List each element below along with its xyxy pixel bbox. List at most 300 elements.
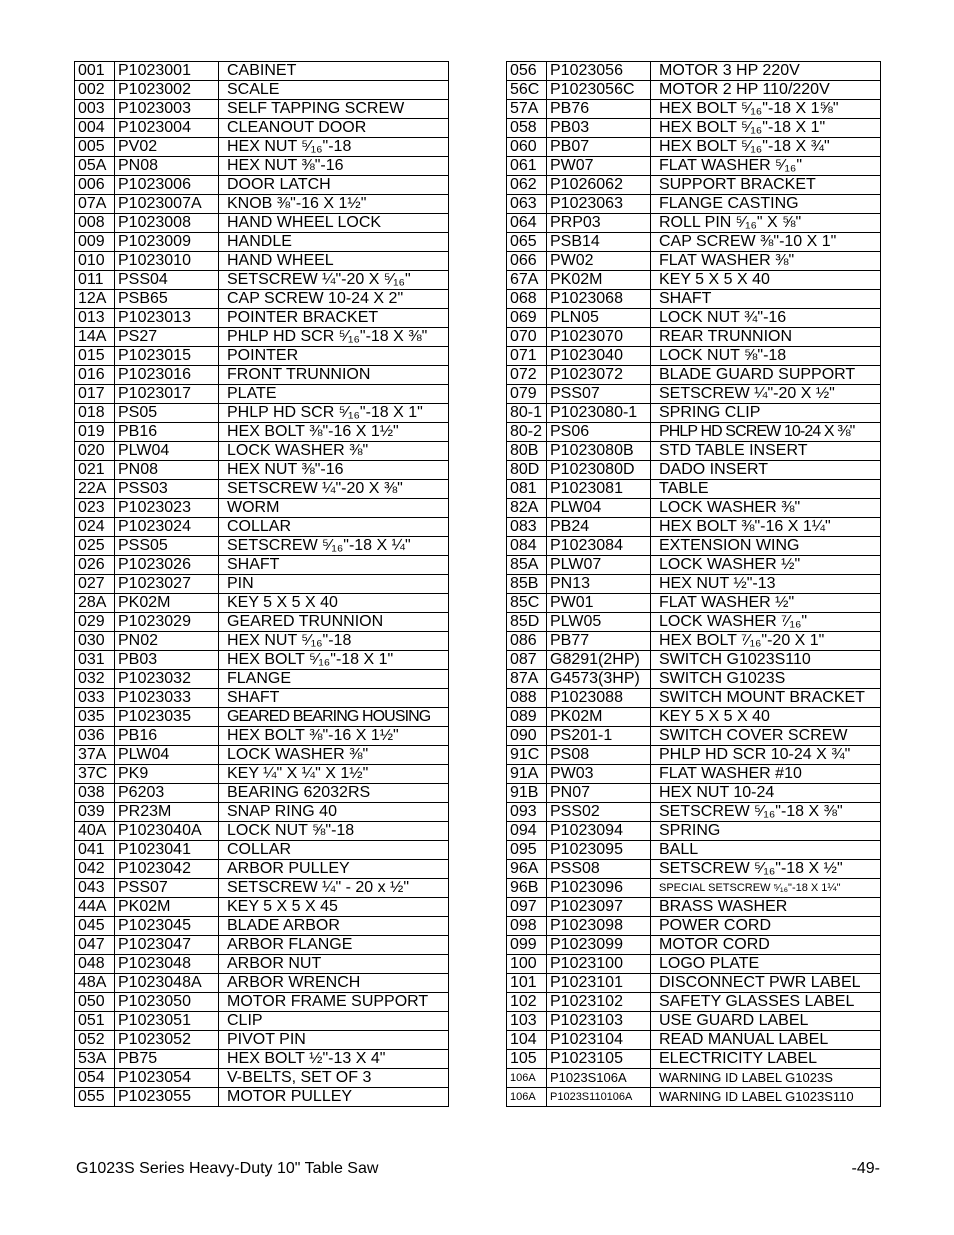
ref-number: 85C xyxy=(507,594,547,613)
ref-number: 069 xyxy=(507,309,547,328)
ref-number: 87A xyxy=(507,670,547,689)
ref-number: 80-2 xyxy=(507,423,547,442)
description: SPECIAL SETSCREW ⁵⁄₁₆"-18 X 1¼" xyxy=(651,879,881,898)
part-number: PB16 xyxy=(115,423,219,442)
part-number: PLW04 xyxy=(115,746,219,765)
table-row xyxy=(75,1069,449,1088)
part-number: P1023072 xyxy=(547,366,651,385)
part-number: P1023002 xyxy=(115,81,219,100)
part-number: P1023101 xyxy=(547,974,651,993)
table-row xyxy=(507,442,881,461)
part-number: PW01 xyxy=(547,594,651,613)
part-number: P1023099 xyxy=(547,936,651,955)
part-number: P1023047 xyxy=(115,936,219,955)
table-row xyxy=(75,385,449,404)
ref-number: 045 xyxy=(75,917,115,936)
table-row xyxy=(507,214,881,233)
description: KEY 5 X 5 X 40 xyxy=(219,594,449,613)
table-row xyxy=(507,708,881,727)
ref-number: 12A xyxy=(75,290,115,309)
ref-number: 055 xyxy=(75,1088,115,1107)
description: HEX BOLT ⁵⁄₁₆"-18 X 1" xyxy=(651,119,881,138)
part-number: PN07 xyxy=(547,784,651,803)
table-row xyxy=(75,157,449,176)
part-number: P1023024 xyxy=(115,518,219,537)
part-number: P1023001 xyxy=(115,62,219,81)
description: HEX BOLT ½"-13 X 4" xyxy=(219,1050,449,1069)
table-row xyxy=(75,955,449,974)
ref-number: 054 xyxy=(75,1069,115,1088)
description: MOTOR 2 HP 110/220V xyxy=(651,81,881,100)
table-row xyxy=(75,765,449,784)
table-row xyxy=(75,537,449,556)
table-row xyxy=(507,138,881,157)
description: HEX NUT ⅜"-16 xyxy=(219,461,449,480)
table-row xyxy=(507,157,881,176)
description: SETSCREW ⁵⁄₁₆"-18 X ⅜" xyxy=(651,803,881,822)
description: ROLL PIN ⁵⁄₁₆" X ⅝" xyxy=(651,214,881,233)
description: HEX BOLT ⁷⁄₁₆"-20 X 1" xyxy=(651,632,881,651)
description: FLANGE xyxy=(219,670,449,689)
table-row xyxy=(507,385,881,404)
table-row xyxy=(75,727,449,746)
part-number: P1023004 xyxy=(115,119,219,138)
description: SAFETY GLASSES LABEL xyxy=(651,993,881,1012)
table-row xyxy=(75,423,449,442)
description: PIN xyxy=(219,575,449,594)
ref-number: 82A xyxy=(507,499,547,518)
ref-number: 80D xyxy=(507,461,547,480)
description: HEX NUT ⁵⁄₁₆"-18 xyxy=(219,632,449,651)
part-number: PK9 xyxy=(115,765,219,784)
ref-number: 098 xyxy=(507,917,547,936)
table-row xyxy=(507,271,881,290)
description: HEX BOLT ⁵⁄₁₆"-18 X 1" xyxy=(219,651,449,670)
description: KEY ¼" X ¼" X 1½" xyxy=(219,765,449,784)
description: ARBOR FLANGE xyxy=(219,936,449,955)
part-number: PS201-1 xyxy=(547,727,651,746)
table-row xyxy=(507,765,881,784)
table-row xyxy=(75,499,449,518)
description: REAR TRUNNION xyxy=(651,328,881,347)
table-row xyxy=(507,309,881,328)
table-row xyxy=(75,822,449,841)
table-row xyxy=(75,404,449,423)
description: GEARED BEARING HOUSING xyxy=(219,708,449,727)
description: SWITCH G1023S xyxy=(651,670,881,689)
part-number: PSS07 xyxy=(115,879,219,898)
table-row xyxy=(507,100,881,119)
ref-number: 011 xyxy=(75,271,115,290)
description: SPRING CLIP xyxy=(651,404,881,423)
ref-number: 097 xyxy=(507,898,547,917)
part-number: PSS04 xyxy=(115,271,219,290)
table-row xyxy=(507,404,881,423)
table-row xyxy=(75,480,449,499)
part-number: P1023081 xyxy=(547,480,651,499)
part-number: PLN05 xyxy=(547,309,651,328)
part-number: P1023007A xyxy=(115,195,219,214)
part-number: PN08 xyxy=(115,157,219,176)
table-row xyxy=(507,784,881,803)
table-row xyxy=(75,974,449,993)
description: SETSCREW ⁵⁄₁₆"-18 X ¼" xyxy=(219,537,449,556)
ref-number: 57A xyxy=(507,100,547,119)
part-number: P1023010 xyxy=(115,252,219,271)
part-number: P1023026 xyxy=(115,556,219,575)
part-number: PSS05 xyxy=(115,537,219,556)
ref-number: 105 xyxy=(507,1050,547,1069)
table-row xyxy=(507,651,881,670)
table-row xyxy=(507,1069,881,1088)
table-row xyxy=(507,936,881,955)
ref-number: 087 xyxy=(507,651,547,670)
description: SNAP RING 40 xyxy=(219,803,449,822)
ref-number: 063 xyxy=(507,195,547,214)
ref-number: 003 xyxy=(75,100,115,119)
part-number: P1023045 xyxy=(115,917,219,936)
ref-number: 006 xyxy=(75,176,115,195)
ref-number: 031 xyxy=(75,651,115,670)
part-number: P1023035 xyxy=(115,708,219,727)
description: MOTOR PULLEY xyxy=(219,1088,449,1107)
ref-number: 024 xyxy=(75,518,115,537)
table-row xyxy=(75,81,449,100)
ref-number: 67A xyxy=(507,271,547,290)
description: HEX NUT ½"-13 xyxy=(651,575,881,594)
part-number: P1023040A xyxy=(115,822,219,841)
description: DOOR LATCH xyxy=(219,176,449,195)
part-number: PSS08 xyxy=(547,860,651,879)
ref-number: 008 xyxy=(75,214,115,233)
part-number: PSB65 xyxy=(115,290,219,309)
description: SHAFT xyxy=(219,689,449,708)
description: LOCK WASHER ⅜" xyxy=(219,746,449,765)
table-row xyxy=(75,290,449,309)
description: SWITCH COVER SCREW xyxy=(651,727,881,746)
ref-number: 052 xyxy=(75,1031,115,1050)
part-number: PN02 xyxy=(115,632,219,651)
part-number: PS27 xyxy=(115,328,219,347)
table-row xyxy=(507,233,881,252)
description: KEY 5 X 5 X 40 xyxy=(651,708,881,727)
description: POINTER xyxy=(219,347,449,366)
description: ARBOR WRENCH xyxy=(219,974,449,993)
description: SWITCH MOUNT BRACKET xyxy=(651,689,881,708)
table-row xyxy=(507,803,881,822)
ref-number: 025 xyxy=(75,537,115,556)
table-row xyxy=(507,974,881,993)
part-number: P1023042 xyxy=(115,860,219,879)
footer-title: G1023S Series Heavy-Duty 10" Table Saw xyxy=(76,1160,379,1177)
table-row xyxy=(75,309,449,328)
part-number: P1023068 xyxy=(547,290,651,309)
table-row xyxy=(507,499,881,518)
table-row xyxy=(75,214,449,233)
table-row xyxy=(75,898,449,917)
table-row xyxy=(75,670,449,689)
table-row xyxy=(507,860,881,879)
table-row xyxy=(507,290,881,309)
table-row xyxy=(507,689,881,708)
table-row xyxy=(507,62,881,81)
table-row xyxy=(75,100,449,119)
table-row xyxy=(507,727,881,746)
description: COLLAR xyxy=(219,841,449,860)
ref-number: 002 xyxy=(75,81,115,100)
description: POWER CORD xyxy=(651,917,881,936)
description: FLANGE CASTING xyxy=(651,195,881,214)
description: FLAT WASHER ½" xyxy=(651,594,881,613)
ref-number: 07A xyxy=(75,195,115,214)
table-row xyxy=(75,651,449,670)
description: BEARING 62032RS xyxy=(219,784,449,803)
ref-number: 047 xyxy=(75,936,115,955)
ref-number: 28A xyxy=(75,594,115,613)
part-number: PB07 xyxy=(547,138,651,157)
description: BALL xyxy=(651,841,881,860)
table-row xyxy=(507,613,881,632)
part-number: PLW07 xyxy=(547,556,651,575)
parts-table-right xyxy=(506,61,881,1107)
description: CLEANOUT DOOR xyxy=(219,119,449,138)
ref-number: 05A xyxy=(75,157,115,176)
ref-number: 85A xyxy=(507,556,547,575)
part-number: PLW04 xyxy=(547,499,651,518)
ref-number: 030 xyxy=(75,632,115,651)
ref-number: 005 xyxy=(75,138,115,157)
ref-number: 099 xyxy=(507,936,547,955)
part-number: P1023013 xyxy=(115,309,219,328)
table-row xyxy=(75,252,449,271)
table-row xyxy=(75,461,449,480)
table-row xyxy=(75,936,449,955)
part-number: PSS03 xyxy=(115,480,219,499)
ref-number: 96B xyxy=(507,879,547,898)
part-number: P1023032 xyxy=(115,670,219,689)
description: SETSCREW ¼" - 20 x ½" xyxy=(219,879,449,898)
part-number: G8291(2HP) xyxy=(547,651,651,670)
table-row xyxy=(75,613,449,632)
ref-number: 083 xyxy=(507,518,547,537)
ref-number: 44A xyxy=(75,898,115,917)
ref-number: 53A xyxy=(75,1050,115,1069)
description: SETSCREW ¼"-20 X ⁵⁄₁₆" xyxy=(219,271,449,290)
description: COLLAR xyxy=(219,518,449,537)
table-row xyxy=(75,195,449,214)
ref-number: 004 xyxy=(75,119,115,138)
description: READ MANUAL LABEL xyxy=(651,1031,881,1050)
description: FLAT WASHER #10 xyxy=(651,765,881,784)
description: MOTOR 3 HP 220V xyxy=(651,62,881,81)
part-number: P1023029 xyxy=(115,613,219,632)
part-number: P1023097 xyxy=(547,898,651,917)
part-number: PS06 xyxy=(547,423,651,442)
ref-number: 089 xyxy=(507,708,547,727)
ref-number: 048 xyxy=(75,955,115,974)
part-number: P1023100 xyxy=(547,955,651,974)
description: SCALE xyxy=(219,81,449,100)
table-row xyxy=(507,822,881,841)
part-number: P1023103 xyxy=(547,1012,651,1031)
ref-number: 019 xyxy=(75,423,115,442)
ref-number: 14A xyxy=(75,328,115,347)
part-number: PW03 xyxy=(547,765,651,784)
table-row xyxy=(507,993,881,1012)
ref-number: 37C xyxy=(75,765,115,784)
table-row xyxy=(75,879,449,898)
part-number: PB03 xyxy=(547,119,651,138)
ref-number: 041 xyxy=(75,841,115,860)
part-number: PB76 xyxy=(547,100,651,119)
table-row xyxy=(75,442,449,461)
ref-number: 050 xyxy=(75,993,115,1012)
ref-number: 80-1 xyxy=(507,404,547,423)
part-number: PSS02 xyxy=(547,803,651,822)
ref-number: 093 xyxy=(507,803,547,822)
ref-number: 106A xyxy=(507,1088,547,1107)
ref-number: 016 xyxy=(75,366,115,385)
ref-number: 070 xyxy=(507,328,547,347)
description: WARNING ID LABEL G1023S xyxy=(651,1069,881,1088)
part-number: P1023003 xyxy=(115,100,219,119)
description: SETSCREW ¼"-20 X ⅜" xyxy=(219,480,449,499)
part-number: PB75 xyxy=(115,1050,219,1069)
ref-number: 036 xyxy=(75,727,115,746)
ref-number: 081 xyxy=(507,480,547,499)
description: FLAT WASHER ⅜" xyxy=(651,252,881,271)
table-row xyxy=(507,195,881,214)
ref-number: 021 xyxy=(75,461,115,480)
table-row xyxy=(75,347,449,366)
part-number: PLW05 xyxy=(547,613,651,632)
description: KEY 5 X 5 X 45 xyxy=(219,898,449,917)
description: ARBOR NUT xyxy=(219,955,449,974)
description: PLATE xyxy=(219,385,449,404)
table-row xyxy=(75,119,449,138)
ref-number: 023 xyxy=(75,499,115,518)
part-number: PK02M xyxy=(115,898,219,917)
description: GEARED TRUNNION xyxy=(219,613,449,632)
ref-number: 062 xyxy=(507,176,547,195)
ref-number: 079 xyxy=(507,385,547,404)
table-row xyxy=(75,1050,449,1069)
description: HEX NUT 10-24 xyxy=(651,784,881,803)
ref-number: 101 xyxy=(507,974,547,993)
ref-number: 85B xyxy=(507,575,547,594)
table-row xyxy=(75,708,449,727)
part-number: P1023008 xyxy=(115,214,219,233)
table-row xyxy=(75,632,449,651)
part-number: P1023080D xyxy=(547,461,651,480)
ref-number: 043 xyxy=(75,879,115,898)
description: HEX NUT ⅜"-16 xyxy=(219,157,449,176)
description: HAND WHEEL xyxy=(219,252,449,271)
description: SETSCREW ¼"-20 X ½" xyxy=(651,385,881,404)
part-number: PR23M xyxy=(115,803,219,822)
parts-table-left xyxy=(74,61,449,1107)
table-row xyxy=(75,1031,449,1050)
part-number: P1023063 xyxy=(547,195,651,214)
part-number: P1023095 xyxy=(547,841,651,860)
ref-number: 91A xyxy=(507,765,547,784)
ref-number: 017 xyxy=(75,385,115,404)
part-number: PK02M xyxy=(115,594,219,613)
ref-number: 056 xyxy=(507,62,547,81)
ref-number: 015 xyxy=(75,347,115,366)
table-row xyxy=(507,575,881,594)
part-number: P1023052 xyxy=(115,1031,219,1050)
description: HEX BOLT ⅜"-16 X 1½" xyxy=(219,423,449,442)
description: PHLP HD SCR 10-24 X ¾" xyxy=(651,746,881,765)
part-number: P1023033 xyxy=(115,689,219,708)
part-number: PS08 xyxy=(547,746,651,765)
table-row xyxy=(507,518,881,537)
table-row xyxy=(507,461,881,480)
description: LOCK WASHER ⅜" xyxy=(219,442,449,461)
ref-number: 051 xyxy=(75,1012,115,1031)
table-row xyxy=(507,1050,881,1069)
part-number: P1023S110106A xyxy=(547,1088,651,1107)
ref-number: 37A xyxy=(75,746,115,765)
part-number: PK02M xyxy=(547,271,651,290)
table-row xyxy=(507,746,881,765)
part-number: P1023056C xyxy=(547,81,651,100)
ref-number: 96A xyxy=(507,860,547,879)
ref-number: 56C xyxy=(507,81,547,100)
ref-number: 061 xyxy=(507,157,547,176)
part-number: P1023080-1 xyxy=(547,404,651,423)
description: CLIP xyxy=(219,1012,449,1031)
table-row xyxy=(507,670,881,689)
table-row xyxy=(507,955,881,974)
part-number: P1023056 xyxy=(547,62,651,81)
part-number: PK02M xyxy=(547,708,651,727)
description: LOCK NUT ⅝"-18 xyxy=(219,822,449,841)
part-number: PW07 xyxy=(547,157,651,176)
description: CAP SCREW 10-24 X 2" xyxy=(219,290,449,309)
description: HEX NUT ⁵⁄₁₆"-18 xyxy=(219,138,449,157)
ref-number: 013 xyxy=(75,309,115,328)
ref-number: 035 xyxy=(75,708,115,727)
ref-number: 086 xyxy=(507,632,547,651)
description: LOCK NUT ⅝"-18 xyxy=(651,347,881,366)
description: BLADE ARBOR xyxy=(219,917,449,936)
ref-number: 072 xyxy=(507,366,547,385)
table-row xyxy=(507,841,881,860)
description: BLADE GUARD SUPPORT xyxy=(651,366,881,385)
table-row xyxy=(507,1012,881,1031)
part-number: P1023084 xyxy=(547,537,651,556)
description: LOCK NUT ¾"-16 xyxy=(651,309,881,328)
table-row xyxy=(75,594,449,613)
table-row xyxy=(75,366,449,385)
part-number: P1023088 xyxy=(547,689,651,708)
ref-number: 009 xyxy=(75,233,115,252)
part-number: PSB14 xyxy=(547,233,651,252)
part-number: PB77 xyxy=(547,632,651,651)
ref-number: 018 xyxy=(75,404,115,423)
part-number: P1023098 xyxy=(547,917,651,936)
ref-number: 100 xyxy=(507,955,547,974)
description: HEX BOLT ⁵⁄₁₆"-18 X ¾" xyxy=(651,138,881,157)
table-row xyxy=(507,480,881,499)
description: PHLP HD SCR ⁵⁄₁₆"-18 X 1" xyxy=(219,404,449,423)
table-row xyxy=(75,62,449,81)
description: KEY 5 X 5 X 40 xyxy=(651,271,881,290)
table-row xyxy=(75,993,449,1012)
table-row xyxy=(75,1012,449,1031)
